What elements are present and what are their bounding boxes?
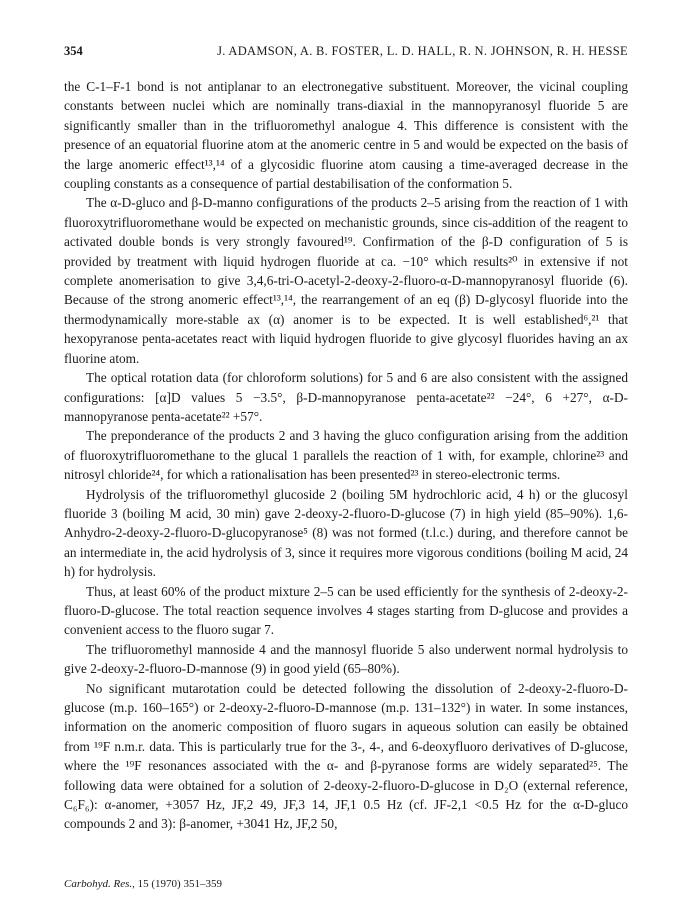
paragraph: The optical rotation data (for chloroform solutions) for 5 and 6 are also consistent with the assigned configurations: [α]D values 5 −3.5°, β-D-mannopyranose penta-acetate²² −24°, 6 +27°, α-D-mannopyranose penta-acetate²² +57°. bbox=[64, 370, 628, 424]
page-number: 354 bbox=[64, 44, 83, 58]
journal-citation: 15 (1970) 351–359 bbox=[134, 878, 222, 890]
running-header bbox=[64, 44, 628, 64]
paragraph: Hydrolysis of the trifluoromethyl glucoside 2 (boiling 5M hydrochloric acid, 4 h) or the glucosyl fluoride 3 (boiling M acid, 30 min) gave 2-deoxy-2-fluoro-D-glucose (7) in high yield (85–90%). 1,6-Anhydro-2-deoxy-2-fluoro-D-glucopyranose⁵ (8) was not formed (t.l.c.) during, and therefore cannot be an intermediate in, the acid hydrolysis of 3, since it requires more vigorous conditions (boiling M acid, 24 h) for hydrolysis. bbox=[64, 486, 628, 580]
journal-name: Carbohyd. Res., bbox=[64, 878, 135, 890]
paragraph: No significant mutarotation could be detected following the dissolution of 2-deoxy-2-fluoro-D-glucose (m.p. 160–165°) or 2-deoxy-2-fluoro-D-mannose (m.p. 131–132°) in water. In some instances, information on the anomeric composition of fluoro sugars in aqueous solution can easily be obtained from ¹⁹F n.m.r. data. This is particularly true for the 3-, 4-, and 6-deoxyfluoro derivatives of D-glucose, where the ¹⁹F resonances associated with the α- and β-pyranose forms are widely separated²⁵. The following data were obtained for a solution of 2-deoxy-2-fluoro-D-glucose in D₂O (external reference, C₆F₆): α-anomer, +3057 Hz, JF,2 49, JF,3 14, JF,1 0.5 Hz (cf. JF-2,1 <0.5 Hz for the α-D-gluco compounds 2 and 3): β-anomer, +3041 Hz, JF,2 50, bbox=[64, 680, 628, 832]
paragraph: The preponderance of the products 2 and 3 having the gluco configuration arising from the addition of fluoroxytrifluoromethane to the glucal 1 parallels the reaction of 1 with, for example, chlorine²³ and nitrosyl chloride²⁴, for which a rationalisation has been presented²³ in stereo-electronic terms. bbox=[64, 428, 628, 483]
paragraph: The trifluoromethyl mannoside 4 and the mannosyl fluoride 5 also underwent normal hydrolysis to give 2-deoxy-2-fluoro-D-mannose (9) in good yield (65–80%). bbox=[64, 641, 628, 677]
paragraph: the C-1–F-1 bond is not antiplanar to an electronegative substituent. Moreover, the vicinal coupling constants between nuclei which are nominally trans-diaxial in the mannopyranosyl fluoride 5 are significantly smaller than in the trifluoromethyl analogue 4. This difference is consistent with the presence of an equatorial fluorine atom at the anomeric centre in 5 and would be expected on the basis of the large anomeric effect¹³,¹⁴ of a glycosidic fluorine atom causing a time-averaged decrease in the coupling constants as a consequence of partial destabilisation of the conformation 5. bbox=[64, 79, 628, 192]
article-body bbox=[64, 77, 628, 834]
running-authors: J. ADAMSON, A. B. FOSTER, L. D. HALL, R. N. JOHNSON, R. H. HESSE bbox=[217, 44, 628, 58]
journal-footer bbox=[64, 878, 222, 890]
paragraph: The α-D-gluco and β-D-manno configurations of the products 2–5 arising from the reaction of 1 with fluoroxytrifluoromethane would be expected on mechanistic grounds, since cis-addition of the reagent to activated double bonds is very strongly favoured¹⁹. Confirmation of the β-D configuration of 5 is provided by treatment with liquid hydrogen fluoride at ca. −10° which results²⁰ in extensive if not complete anomerisation to give 3,4,6-tri-O-acetyl-2-deoxy-2-fluoro-α-D-mannopyranosyl fluoride (6). Because of the strong anomeric effect¹³,¹⁴, the rearrangement of an eq (β) D-glycosyl fluoride into the thermodynamically more-stable ax (α) anomer is to be expected. It is well established⁶,²¹ that hexopyranose penta-acetates react with liquid hydrogen fluoride to give glycosyl fluorides having an ax fluorine atom. bbox=[64, 195, 628, 366]
paragraph: Thus, at least 60% of the product mixture 2–5 can be used efficiently for the synthesis of 2-deoxy-2-fluoro-D-glucose. The total reaction sequence involves 4 stages starting from D-glucose and provides a convenient access to the fluoro sugar 7. bbox=[64, 583, 628, 638]
